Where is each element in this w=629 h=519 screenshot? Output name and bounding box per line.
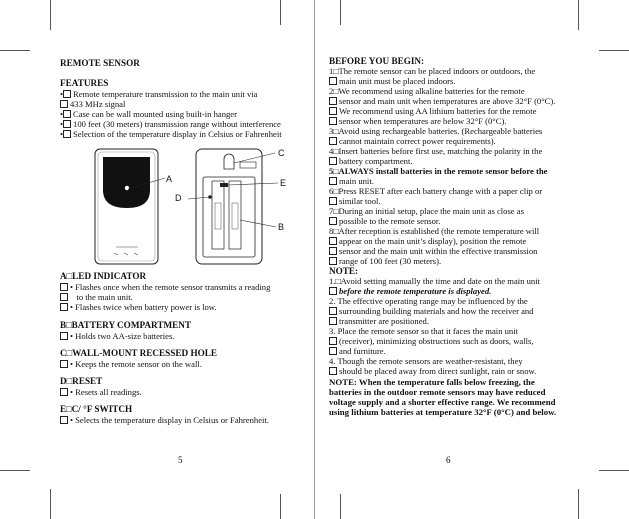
feature-item: 433 MHz signal bbox=[60, 99, 125, 110]
section-line: • Selects the temperature display in Celsius or Fahrenheit. bbox=[60, 415, 269, 426]
led-indicator bbox=[125, 186, 129, 190]
checkbox-glyph bbox=[329, 257, 337, 265]
page-number: 5 bbox=[178, 455, 183, 465]
instruction-line: 2□We recommend using alkaline batteries for the remote bbox=[329, 86, 525, 96]
checkbox-glyph bbox=[329, 307, 337, 315]
instruction-line: sensor when temperatures are below 32°F (0°C). bbox=[329, 116, 506, 127]
checkbox-glyph bbox=[60, 100, 68, 108]
instruction-line: cannot maintain correct power requirements). bbox=[329, 136, 496, 147]
remote-sensor-title: REMOTE SENSOR bbox=[60, 58, 140, 68]
bold-note-line: batteries in the outdoor remote sensors may have reduced bbox=[329, 387, 546, 397]
checkbox-glyph bbox=[60, 332, 68, 340]
cf-switch-heading: E□C/ °F SWITCH bbox=[60, 404, 133, 414]
feature-item: • Remote temperature transmission to the main unit via bbox=[60, 89, 258, 99]
battery-compartment-heading: B□BATTERY COMPARTMENT bbox=[60, 320, 192, 330]
section-line: • Keeps the remote sensor on the wall. bbox=[60, 359, 202, 370]
callout-b: B bbox=[278, 222, 285, 232]
instruction-line: main unit must be placed indoors. bbox=[329, 76, 455, 87]
checkbox-glyph bbox=[329, 97, 337, 105]
note-line: 3. Place the remote sensor so that it faces the main unit bbox=[329, 326, 519, 336]
checkbox-glyph bbox=[329, 247, 337, 255]
sensor-front-view bbox=[95, 149, 158, 264]
instruction-line: 8□After reception is established (the remote temperature will bbox=[329, 226, 540, 236]
note-line: and furniture. bbox=[329, 346, 386, 357]
feature-item: • 100 feet (30 meters) transmission range without interference bbox=[60, 119, 281, 129]
sensor-back-view bbox=[196, 149, 262, 264]
instruction-line: battery compartment. bbox=[329, 156, 413, 167]
instruction-line: sensor and the main unit within the effective transmission bbox=[329, 246, 537, 257]
instruction-line: 5□ALWAYS install batteries in the remote sensor before the bbox=[329, 166, 548, 176]
feature-item: • Case can be wall mounted using built-in hanger bbox=[60, 109, 237, 119]
section-line: to the main unit. bbox=[60, 292, 133, 303]
note-line: 4. Though the remote sensors are weather-resistant, they bbox=[329, 356, 523, 366]
note-heading: NOTE: bbox=[329, 266, 359, 276]
bold-note-line: NOTE: When the temperature falls below freezing, the bbox=[329, 377, 535, 387]
note-line: before the remote temperature is displayed. bbox=[329, 286, 491, 297]
checkbox-glyph bbox=[60, 283, 68, 291]
checkbox-glyph bbox=[63, 120, 71, 128]
callout-d: D bbox=[175, 193, 182, 203]
callout-e: E bbox=[280, 178, 287, 188]
checkbox-glyph bbox=[329, 117, 337, 125]
note-line: surrounding building materials and how the receiver and bbox=[329, 306, 534, 317]
checkbox-glyph bbox=[329, 347, 337, 355]
section-line: • Holds two AA-size batteries. bbox=[60, 331, 174, 342]
instruction-line: similar tool. bbox=[329, 196, 381, 207]
checkbox-glyph bbox=[329, 317, 337, 325]
checkbox-glyph bbox=[329, 197, 337, 205]
note-line: (receiver), minimizing obstructions such as doors, walls, bbox=[329, 336, 534, 347]
callout-a: A bbox=[166, 174, 173, 184]
feature-item: • Selection of the temperature display in Celsius or Fahrenheit bbox=[60, 129, 282, 139]
checkbox-glyph bbox=[60, 303, 68, 311]
callout-c: C bbox=[278, 148, 285, 158]
checkbox-glyph bbox=[60, 293, 68, 301]
checkbox-glyph bbox=[329, 287, 337, 295]
instruction-line: 1□The remote sensor can be placed indoors or outdoors, the bbox=[329, 66, 536, 76]
instruction-line: 4□Insert batteries before first use, matching the polarity in the bbox=[329, 146, 543, 156]
checkbox-glyph bbox=[329, 337, 337, 345]
note-line: transmitter are positioned. bbox=[329, 316, 429, 327]
instruction-line: sensor and main unit when temperatures are above 32°F (0°C). bbox=[329, 96, 555, 107]
checkbox-glyph bbox=[60, 416, 68, 424]
cf-switch bbox=[220, 183, 228, 187]
checkbox-glyph bbox=[329, 367, 337, 375]
checkbox-glyph bbox=[329, 177, 337, 185]
section-line: • Resets all readings. bbox=[60, 387, 142, 398]
instruction-line: 6□Press RESET after each battery change with a paper clip or bbox=[329, 186, 543, 196]
checkbox-glyph bbox=[60, 388, 68, 396]
checkbox-glyph bbox=[329, 217, 337, 225]
before-you-begin-heading: BEFORE YOU BEGIN: bbox=[329, 56, 425, 66]
instruction-line: main unit. bbox=[329, 176, 374, 187]
checkbox-glyph bbox=[329, 77, 337, 85]
instruction-line: range of 100 feet (30 meters). bbox=[329, 256, 441, 267]
right-page bbox=[315, 0, 629, 519]
wall-mount-heading: C□WALL-MOUNT RECESSED HOLE bbox=[60, 348, 218, 358]
note-line: 1.□Avoid setting manually the time and date on the main unit bbox=[329, 276, 540, 286]
instruction-line: 3□Avoid using rechargeable batteries. (Rechargeable batteries bbox=[329, 126, 543, 136]
note-line: should be placed away from direct sunlight, rain or snow. bbox=[329, 366, 536, 377]
features-heading: FEATURES bbox=[60, 78, 109, 88]
reset-heading: D□RESET bbox=[60, 376, 103, 386]
instruction-line: appear on the main unit’s display), position the remote bbox=[329, 236, 526, 247]
checkbox-glyph bbox=[329, 237, 337, 245]
page-number: 6 bbox=[446, 455, 451, 465]
led-indicator-heading: A□LED INDICATOR bbox=[60, 271, 147, 281]
sensor-diagram bbox=[70, 145, 310, 267]
checkbox-glyph bbox=[63, 110, 71, 118]
checkbox-glyph bbox=[63, 130, 71, 138]
note-line: 2. The effective operating range may be influenced by the bbox=[329, 296, 528, 306]
checkbox-glyph bbox=[329, 157, 337, 165]
bold-note-line: voltage supply and a shorter effective range. We recommend bbox=[329, 397, 556, 407]
checkbox-glyph bbox=[329, 107, 337, 115]
bold-note-line: using lithium batteries at temperature 32°F (0°C) and below. bbox=[329, 407, 557, 417]
checkbox-glyph bbox=[329, 137, 337, 145]
checkbox-glyph bbox=[63, 90, 71, 98]
instruction-line: possible to the remote sensor. bbox=[329, 216, 440, 227]
wall-mount-hole bbox=[224, 154, 234, 169]
checkbox-glyph bbox=[60, 360, 68, 368]
instruction-line: We recommend using AA lithium batteries for the remote bbox=[329, 106, 536, 117]
section-line: • Flashes twice when battery power is low. bbox=[60, 302, 217, 313]
instruction-line: 7□During an initial setup, place the main unit as close as bbox=[329, 206, 524, 216]
section-line: • Flashes once when the remote sensor transmits a reading bbox=[60, 282, 270, 293]
